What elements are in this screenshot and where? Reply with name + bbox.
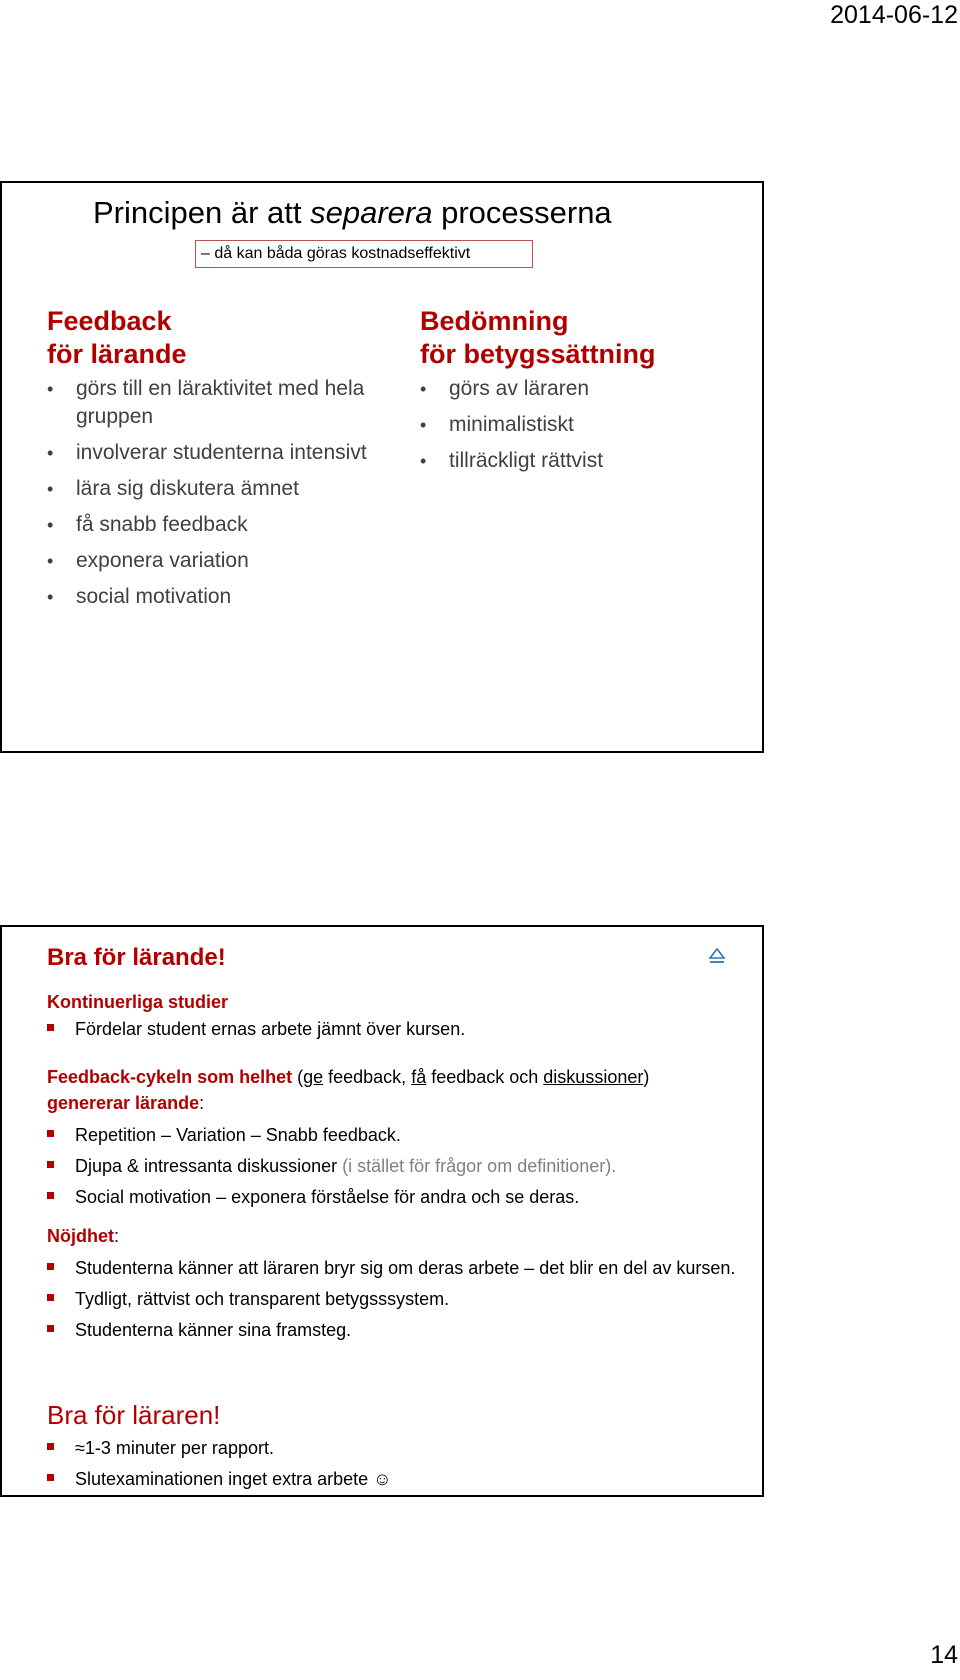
feedback-column	[47, 305, 377, 619]
bullet-icon: •	[47, 587, 54, 607]
list-item	[47, 1153, 767, 1180]
list-item	[47, 1435, 767, 1462]
list-item	[420, 411, 750, 439]
cycle-list	[47, 1122, 767, 1211]
page-date: 2014-06-12	[830, 1, 958, 29]
title-text-post: processerna	[432, 195, 612, 230]
list-item-text: minimalistiskt	[449, 413, 574, 436]
list-item	[47, 547, 377, 575]
title-text-pre: Principen är att	[93, 195, 311, 230]
cycle-text: feedback,	[323, 1067, 412, 1087]
list-item	[47, 1286, 757, 1313]
list-item-text: involverar studenterna intensivt	[76, 441, 367, 464]
list-item	[47, 1255, 757, 1282]
square-bullet-icon	[47, 1161, 54, 1168]
list-item-text: Fördelar student ernas arbete jämnt över kursen.	[75, 1019, 466, 1039]
list-item-text: Tydligt, rättvist och transparent betygsssystem.	[75, 1289, 450, 1309]
list-item-text: Studenterna känner sina framsteg.	[75, 1320, 352, 1340]
list-item-text: Studenterna känner att läraren bryr sig om deras arbete – det blir en del av kursen.	[75, 1258, 736, 1278]
assessment-heading-line-2: för betygssättning	[420, 339, 656, 369]
cycle-text: )	[643, 1067, 650, 1087]
assessment-heading-line-1: Bedömning	[420, 306, 569, 336]
feedback-heading-line-1: Feedback	[47, 306, 172, 336]
slide-1-subtitle-box: – då kan båda göras kostnadseffektivt	[195, 240, 533, 268]
square-bullet-icon	[47, 1443, 54, 1450]
cycle-text: feedback och	[426, 1067, 544, 1087]
cycle-fa: få	[411, 1067, 427, 1087]
list-item-text: få snabb feedback	[76, 513, 248, 536]
list-item-text: ≈1-3 minuter per rapport.	[75, 1438, 274, 1458]
assessment-heading	[420, 305, 750, 371]
list-item	[47, 1016, 767, 1043]
feedback-list	[47, 375, 377, 611]
feedback-heading	[47, 305, 377, 371]
assessment-column	[420, 305, 750, 483]
cycle-generates: genererar lärande	[47, 1093, 200, 1113]
cycle-colon: :	[199, 1093, 205, 1113]
cycle-diskussioner: diskussioner	[543, 1067, 644, 1087]
satisfaction-section	[47, 1223, 767, 1344]
cycle-section	[47, 1064, 767, 1211]
cycle-title: Feedback-cykeln som helhet	[47, 1067, 293, 1087]
cycle-text: (	[292, 1067, 304, 1087]
bullet-icon: •	[420, 415, 427, 435]
bullet-icon: •	[420, 451, 427, 471]
list-item-text: Djupa & intressanta diskussioner	[75, 1156, 343, 1176]
square-bullet-icon	[47, 1474, 54, 1481]
continuous-section	[47, 990, 767, 1043]
list-item	[47, 1317, 757, 1344]
bullet-icon: •	[47, 551, 54, 571]
square-bullet-icon	[47, 1192, 54, 1199]
page-number: 14	[930, 1641, 958, 1669]
square-bullet-icon	[47, 1130, 54, 1137]
bullet-icon: •	[420, 379, 427, 399]
list-item-text: görs av läraren	[449, 377, 590, 400]
list-item-text: exponera variation	[76, 549, 249, 572]
bullet-icon: •	[47, 379, 54, 399]
teacher-list	[47, 1435, 767, 1493]
square-bullet-icon	[47, 1294, 54, 1301]
square-bullet-icon	[47, 1024, 54, 1031]
list-item	[47, 475, 377, 503]
list-item	[47, 1122, 767, 1149]
slide-1-title	[93, 194, 612, 232]
benefit-teacher-heading: Bra för läraren!	[47, 1400, 221, 1430]
list-item	[420, 375, 750, 403]
heading-text: Bra för lärande!	[47, 944, 226, 971]
list-item-text: görs till en läraktivitet med hela gruppen	[76, 377, 365, 428]
list-item	[47, 583, 377, 611]
list-item-text: tillräckligt rättvist	[449, 449, 604, 472]
list-item	[47, 375, 377, 431]
satisfaction-title-line	[47, 1223, 767, 1249]
list-item-note: (i stället för frågor om definitioner).	[342, 1156, 617, 1176]
bullet-icon: •	[47, 479, 54, 499]
square-bullet-icon	[47, 1325, 54, 1332]
continuous-title: Kontinuerliga studier	[47, 992, 229, 1012]
satisfaction-list	[47, 1255, 757, 1344]
list-item-text: lära sig diskutera ämnet	[76, 477, 299, 500]
benefit-learning-heading	[47, 943, 767, 973]
benefit-teacher-section	[47, 1399, 767, 1493]
list-item-text: Social motivation – exponera förståelse för andra och se deras.	[75, 1187, 580, 1207]
list-item	[47, 511, 377, 539]
list-item-text: Slutexaminationen inget extra arbete ☺	[75, 1469, 392, 1489]
list-item	[420, 447, 750, 475]
list-item	[47, 439, 377, 467]
list-item-text: social motivation	[76, 585, 232, 608]
title-text-emphasis: separera	[310, 195, 433, 230]
square-bullet-icon	[47, 1263, 54, 1270]
continuous-list	[47, 1016, 767, 1043]
bullet-icon: •	[47, 515, 54, 535]
list-item	[47, 1184, 767, 1211]
cycle-title-line	[47, 1064, 767, 1090]
list-item	[47, 1466, 767, 1493]
feedback-heading-line-2: för lärande	[47, 339, 187, 369]
cycle-line-2	[47, 1090, 767, 1116]
cycle-ge: ge	[303, 1067, 324, 1087]
satisfaction-colon: :	[114, 1226, 120, 1246]
assessment-list	[420, 375, 750, 475]
list-item-text: Repetition – Variation – Snabb feedback.	[75, 1125, 401, 1145]
bullet-icon: •	[47, 443, 54, 463]
satisfaction-title: Nöjdhet	[47, 1226, 114, 1246]
